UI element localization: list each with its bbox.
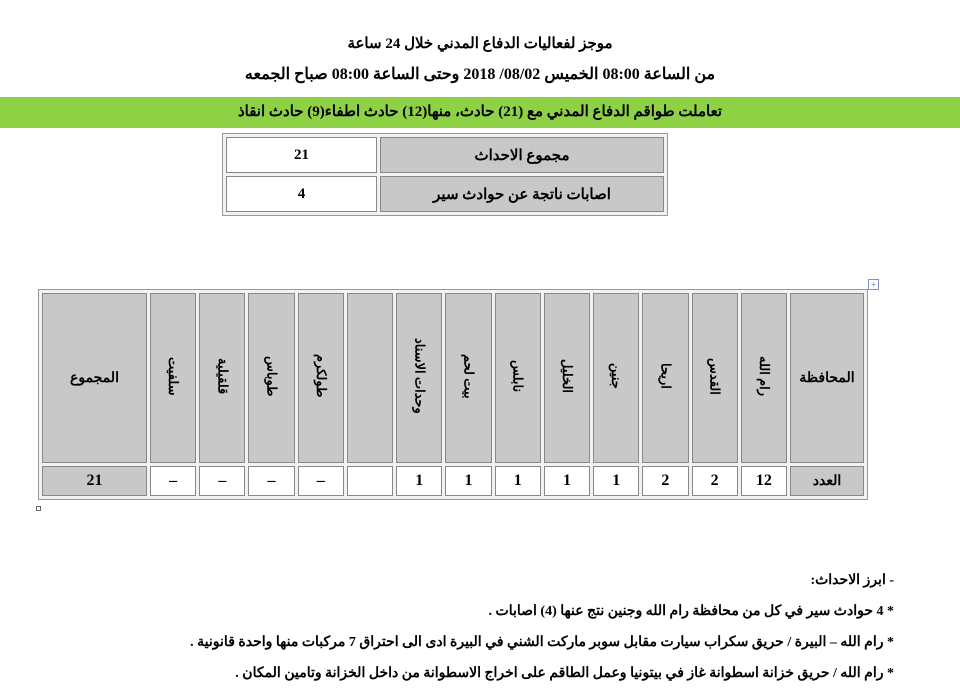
governorate-name: اريحا	[658, 363, 674, 389]
governorate-column-header	[150, 293, 196, 463]
governorate-name: نابلس	[510, 359, 526, 393]
total-value: 21	[42, 466, 147, 496]
header-row	[42, 293, 864, 463]
governorate-name: وحدات الاسناد	[412, 338, 428, 414]
summary-row	[226, 176, 664, 212]
governorate-count: –	[150, 466, 196, 496]
governorate-count: 1	[593, 466, 639, 496]
governorate-count: 2	[692, 466, 738, 496]
governorate-column-header	[544, 293, 590, 463]
summary-label: اصابات ناتجة عن حوادث سير	[380, 176, 664, 212]
summary-label: مجموع الاحداث	[380, 137, 664, 173]
governorate-column-header	[593, 293, 639, 463]
governorate-name: طولكرم	[313, 354, 329, 398]
governorate-count: –	[248, 466, 294, 496]
governorate-column-header	[199, 293, 245, 463]
governorate-count: 1	[495, 466, 541, 496]
note-item: * رام الله – البيرة / حريق سكراب سيارت مقابل سوبر ماركت الشني في البيرة ادى الى احتراق 7 مركبات منها واحدة قانونية .	[190, 635, 894, 650]
governorate-column-header	[445, 293, 491, 463]
notes-heading: - ابرز الاحداث:	[810, 573, 894, 588]
note-item: * 4 حوادث سير في كل من محافظة رام الله وجنين نتج عنها (4) اصابات .	[488, 604, 894, 619]
note-item: * رام الله / حريق خزانة اسطوانة غاز في بيتونيا وعمل الطاقم على اخراج الاسطوانة من داخل الخزانة وتامين المكان .	[235, 666, 894, 681]
governorate-column-header	[248, 293, 294, 463]
summary-banner: تعاملت طواقم الدفاع المدني مع (21) حادث، منها(12) حادث اطفاء(9) حادث انقاذ	[0, 97, 960, 128]
notes-section	[34, 565, 894, 689]
resize-handle-icon[interactable]	[36, 506, 41, 511]
governorate-count: –	[298, 466, 344, 496]
move-handle-icon[interactable]: +	[868, 279, 879, 290]
summary-value: 4	[226, 176, 377, 212]
total-header: المجموع	[42, 293, 147, 463]
count-label: العدد	[790, 466, 864, 496]
governorate-column-header	[741, 293, 787, 463]
governorate-count: 12	[741, 466, 787, 496]
governorate-column-header	[396, 293, 442, 463]
page-subtitle: من الساعة 08:00 الخميس 08/02/ 2018 وحتى الساعة 08:00 صباح الجمعه	[244, 66, 716, 83]
governorate-count	[347, 466, 393, 496]
governorate-count: 1	[396, 466, 442, 496]
summary-value: 21	[226, 137, 377, 173]
governorate-name: الخليل	[559, 358, 575, 394]
governorate-name: جنين	[609, 363, 625, 389]
governorate-column-header	[347, 293, 393, 463]
governorate-name: سلفيت	[166, 356, 182, 396]
summary-table	[222, 133, 668, 216]
governorate-name: بيت لحم	[461, 353, 477, 399]
governorate-name: رام الله	[756, 355, 772, 397]
count-row	[42, 466, 864, 496]
governorate-column-header	[692, 293, 738, 463]
governorate-column-header	[642, 293, 688, 463]
governorate-name: قلقيلية	[215, 357, 231, 395]
governorate-count: 2	[642, 466, 688, 496]
governorate-count: –	[199, 466, 245, 496]
governorate-header: المحافظة	[790, 293, 864, 463]
governorate-stats-table	[38, 289, 868, 500]
governorate-count: 1	[544, 466, 590, 496]
summary-row	[226, 137, 664, 173]
governorate-name: القدس	[707, 357, 723, 395]
governorate-column-header	[495, 293, 541, 463]
governorate-column-header	[298, 293, 344, 463]
governorate-name: طوباس	[264, 355, 280, 397]
page-title: موجز لفعاليات الدفاع المدني خلال 24 ساعة	[347, 36, 613, 52]
governorate-count: 1	[445, 466, 491, 496]
